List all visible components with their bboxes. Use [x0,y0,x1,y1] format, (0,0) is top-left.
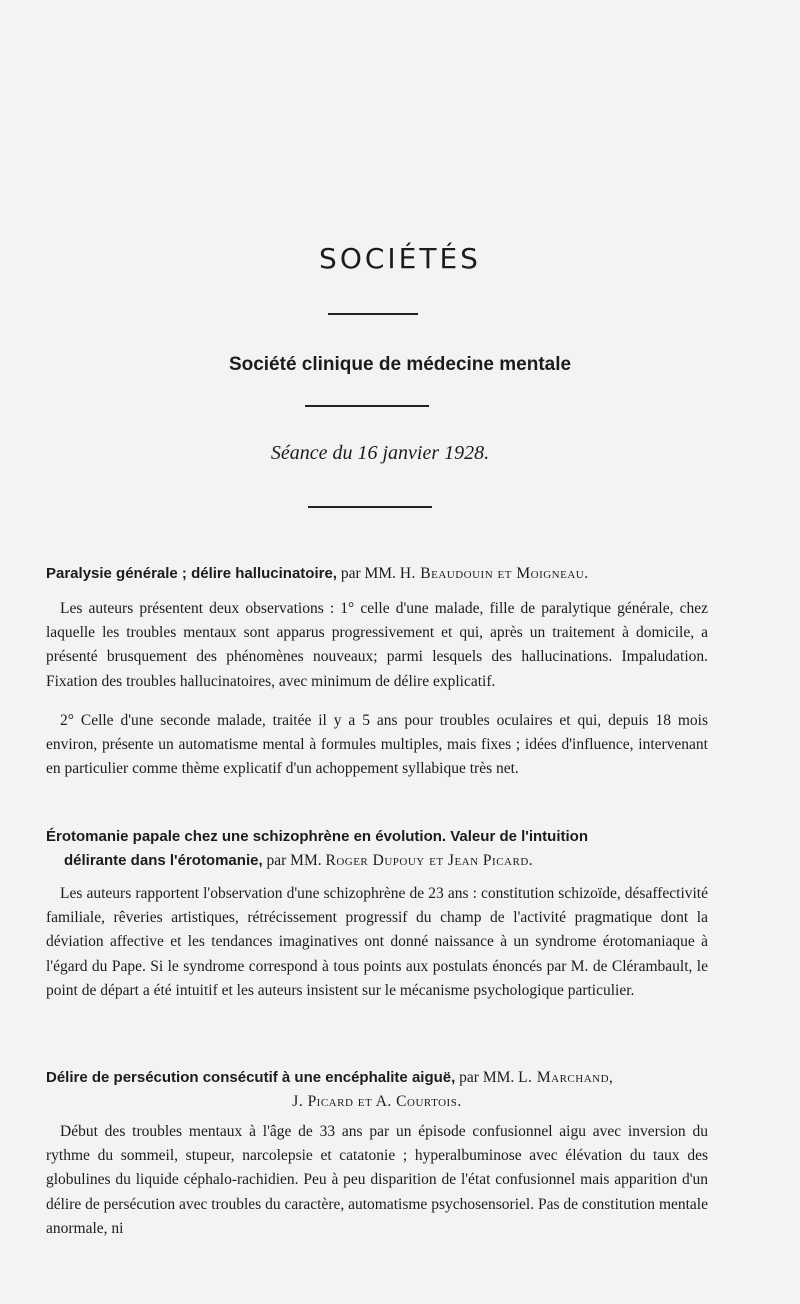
article-title: Délire de persécution consécutif à une encéphalite aiguë, [46,1069,456,1086]
society-name: Société clinique de médecine mentale [228,354,572,375]
article-by: par MM. [336,565,400,582]
article-paragraph: Les auteurs présentent deux observations : 1° celle d'une malade, fille de paralytique générale, chez laquelle les troubles mentaux sont apparus progressivement et qui, après un traitement à domicile, a présenté brusquement des phénomènes nouveaux; parmi lesquels des hallucinations. Impaludation. Fixation des troubles hallucinatoires, avec minimum de délire explicatif. [46,600,708,690]
article-heading [46,825,708,873]
article-title: délirante dans l'érotomanie, [64,852,263,869]
article-title: Paralysie générale ; délire hallucinatoire, [46,565,337,582]
article-authors: H. Beaudouin et Moigneau. [399,565,589,582]
article-paragraph: 2° Celle d'une seconde malade, traitée il y a 5 ans pour troubles oculaires et qui, depuis 18 mois environ, présente un automatisme mental à formules multiples, mais fixes ; idées d'influence, intervenant en particulier comme thème explicatif d'un achoppement syllabique très net. [46,712,708,778]
article-by: par MM. [262,852,326,869]
article-by: par MM. [455,1069,519,1086]
article-title: Érotomanie papale chez une schizophrène en évolution. Valeur de l'intuition [46,828,588,845]
divider-rule [328,313,418,315]
article-paragraph: Début des troubles mentaux à l'âge de 33 ans par un épisode confusionnel aigu avec inversion du rythme du sommeil, stupeur, narcolepsie et catatonie ; hyperalbuminose avec élévation du taux des globulines du liquide céphalo-rachidien. Peu à peu disparition de l'état confusionnel mais apparition d'un délire de persécution avec troubles du caractère, automatisme psychosensoriel. Pas de constitution mentale anormale, ni [46,1123,708,1237]
divider-rule [305,405,429,407]
article-authors: Roger Dupouy et Jean Picard. [325,852,534,869]
section-title: SOCIÉTÉS [319,242,481,275]
article-heading [46,1066,708,1114]
article-authors: J. Picard et A. Courtois. [292,1093,462,1110]
article-authors: L. Marchand, [518,1069,614,1086]
divider-rule [308,506,432,508]
article-paragraph: Les auteurs rapportent l'observation d'une schizophrène de 23 ans : constitution schizoïde, désaffectivité familiale, rêveries artistiques, rétrécissement progressif du champ de l'activité pragmatique dont la déviation affective et les tendances imaginatives ont donné naissance à un syndrome érotomaniaque à l'égard du Pape. Si le syndrome correspond à tous points aux postulats énoncés par M. de Clérambault, le point de départ a été intuitif et les auteurs insistent sur le mécanisme psychologique particulier. [46,885,708,999]
seance-date: Séance du 16 janvier 1928. [270,442,490,464]
article-heading [46,562,708,586]
